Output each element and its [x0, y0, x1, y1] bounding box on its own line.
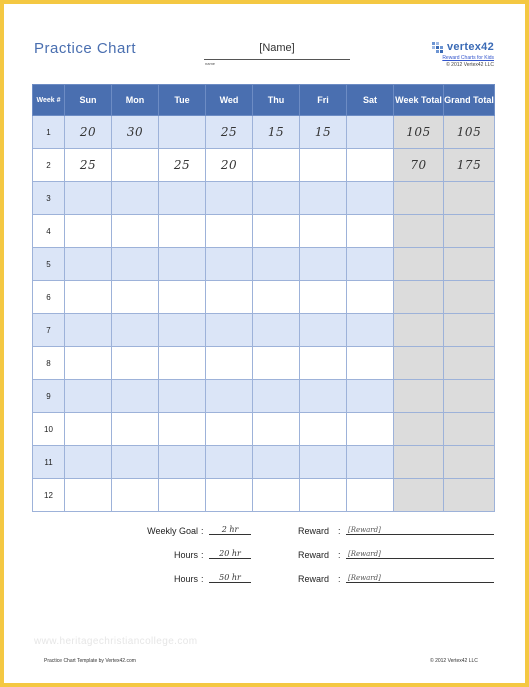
day-cell[interactable] — [65, 314, 112, 347]
week-number-cell: 7 — [33, 314, 65, 347]
day-cell[interactable] — [65, 149, 112, 182]
day-cell[interactable] — [206, 116, 253, 149]
day-cell[interactable] — [253, 380, 300, 413]
name-field[interactable]: [Name] — [259, 42, 295, 54]
watermark: www.heritagechristiancollege.com — [34, 636, 198, 647]
day-cell[interactable] — [253, 446, 300, 479]
hours-label-1: Hours — [173, 550, 198, 560]
total-cell[interactable] — [394, 347, 444, 380]
cell-value: 20 — [220, 158, 238, 172]
day-cell[interactable] — [112, 281, 159, 314]
day-cell[interactable] — [112, 479, 159, 512]
day-cell[interactable] — [206, 380, 253, 413]
total-cell[interactable] — [394, 182, 444, 215]
name-underline — [204, 59, 350, 60]
day-cell[interactable] — [112, 380, 159, 413]
page-title: Practice Chart — [34, 40, 137, 57]
day-cell[interactable] — [347, 149, 394, 182]
total-cell[interactable] — [394, 380, 444, 413]
cell-value: 105 — [456, 125, 482, 139]
table-row — [33, 479, 495, 512]
day-cell[interactable] — [159, 281, 206, 314]
day-cell[interactable] — [253, 314, 300, 347]
day-cell[interactable] — [206, 446, 253, 479]
day-cell[interactable] — [347, 314, 394, 347]
day-cell[interactable] — [112, 413, 159, 446]
day-cell[interactable] — [300, 479, 347, 512]
day-cell[interactable] — [159, 149, 206, 182]
day-cell[interactable] — [112, 182, 159, 215]
day-cell[interactable] — [206, 281, 253, 314]
column-header: Sun — [65, 85, 112, 116]
day-cell[interactable] — [159, 446, 206, 479]
table-body — [33, 116, 495, 512]
hours-value-2[interactable]: 50 hr — [209, 573, 251, 583]
total-cell[interactable] — [394, 413, 444, 446]
day-cell[interactable] — [65, 413, 112, 446]
table-row — [33, 281, 495, 314]
week-number-cell: 2 — [33, 149, 65, 182]
day-cell[interactable] — [300, 182, 347, 215]
week-number-cell: 12 — [33, 479, 65, 512]
day-cell[interactable] — [159, 347, 206, 380]
day-cell[interactable] — [300, 281, 347, 314]
reward-label-1: Reward — [298, 526, 330, 536]
name-caption: name — [205, 61, 216, 66]
cell-value: 25 — [173, 158, 191, 172]
reward-label-3: Reward — [298, 574, 330, 584]
day-cell[interactable] — [347, 116, 394, 149]
day-cell[interactable] — [65, 215, 112, 248]
total-cell[interactable] — [444, 149, 495, 182]
cell-value: 105 — [406, 125, 431, 139]
table-row — [33, 182, 495, 215]
cell-value: 30 — [126, 125, 144, 139]
day-cell[interactable] — [253, 149, 300, 182]
day-cell[interactable] — [65, 380, 112, 413]
day-cell[interactable] — [253, 479, 300, 512]
day-cell[interactable] — [347, 446, 394, 479]
day-cell[interactable] — [206, 314, 253, 347]
column-header: Grand Total — [444, 85, 495, 116]
total-cell[interactable] — [444, 347, 495, 380]
day-cell[interactable] — [300, 215, 347, 248]
day-cell[interactable] — [206, 248, 253, 281]
day-cell[interactable] — [159, 380, 206, 413]
day-cell[interactable] — [112, 116, 159, 149]
week-number-cell: 6 — [33, 281, 65, 314]
total-cell[interactable] — [394, 479, 444, 512]
day-cell[interactable] — [300, 446, 347, 479]
day-cell[interactable] — [206, 347, 253, 380]
day-cell[interactable] — [112, 314, 159, 347]
day-cell[interactable] — [300, 380, 347, 413]
total-cell[interactable] — [444, 413, 495, 446]
day-cell[interactable] — [65, 347, 112, 380]
table-row — [33, 248, 495, 281]
day-cell[interactable] — [347, 380, 394, 413]
cell-value: 15 — [267, 125, 285, 139]
day-cell[interactable] — [65, 479, 112, 512]
day-cell[interactable] — [159, 182, 206, 215]
day-cell[interactable] — [253, 281, 300, 314]
day-cell[interactable] — [300, 149, 347, 182]
table-row — [33, 314, 495, 347]
column-header: Wed — [206, 85, 253, 116]
day-cell[interactable] — [159, 248, 206, 281]
table-row — [33, 116, 495, 149]
vertex42-logo — [414, 41, 494, 68]
cell-value: 175 — [456, 158, 482, 172]
practice-table — [32, 84, 495, 512]
table-row — [33, 413, 495, 446]
total-cell[interactable] — [444, 215, 495, 248]
week-number-cell: 11 — [33, 446, 65, 479]
cell-value: 25 — [220, 125, 238, 139]
day-cell[interactable] — [206, 413, 253, 446]
day-cell[interactable] — [300, 116, 347, 149]
reward-charts-link[interactable]: Reward Charts for Kids — [442, 55, 494, 61]
total-cell[interactable] — [444, 116, 495, 149]
week-number-cell: 5 — [33, 248, 65, 281]
day-cell[interactable] — [65, 248, 112, 281]
cell-value: 70 — [410, 158, 427, 172]
cell-value: 20 — [79, 125, 97, 139]
week-number-cell: 4 — [33, 215, 65, 248]
table-row — [33, 347, 495, 380]
reward-value-2[interactable]: [Reward] — [346, 550, 494, 559]
total-cell[interactable] — [394, 116, 444, 149]
week-number-cell: 8 — [33, 347, 65, 380]
day-cell[interactable] — [159, 479, 206, 512]
total-cell[interactable] — [394, 215, 444, 248]
day-cell[interactable] — [347, 281, 394, 314]
day-cell[interactable] — [253, 182, 300, 215]
day-cell[interactable] — [159, 413, 206, 446]
column-header: Fri — [300, 85, 347, 116]
total-cell[interactable] — [444, 380, 495, 413]
total-cell[interactable] — [444, 281, 495, 314]
day-cell[interactable] — [347, 215, 394, 248]
day-cell[interactable] — [347, 347, 394, 380]
reward-value-1[interactable]: [Reward] — [346, 526, 494, 535]
total-cell[interactable] — [394, 446, 444, 479]
day-cell[interactable] — [112, 248, 159, 281]
total-cell[interactable] — [394, 149, 444, 182]
table-header-row — [33, 85, 495, 116]
day-cell[interactable] — [253, 248, 300, 281]
day-cell[interactable] — [347, 413, 394, 446]
day-cell[interactable] — [65, 116, 112, 149]
day-cell[interactable] — [300, 347, 347, 380]
day-cell[interactable] — [253, 347, 300, 380]
total-cell[interactable] — [444, 182, 495, 215]
total-cell[interactable] — [444, 248, 495, 281]
day-cell[interactable] — [112, 215, 159, 248]
week-number-cell: 3 — [33, 182, 65, 215]
cell-value: 25 — [79, 158, 97, 172]
hours-value-1[interactable]: 20 hr — [209, 549, 251, 559]
footer-right: © 2012 Vertex42 LLC — [430, 658, 478, 664]
day-cell[interactable] — [253, 215, 300, 248]
day-cell[interactable] — [206, 215, 253, 248]
total-cell[interactable] — [394, 248, 444, 281]
day-cell[interactable] — [159, 215, 206, 248]
day-cell[interactable] — [347, 479, 394, 512]
day-cell[interactable] — [206, 182, 253, 215]
table-row — [33, 149, 495, 182]
day-cell[interactable] — [253, 116, 300, 149]
day-cell[interactable] — [206, 149, 253, 182]
cell-value: 15 — [314, 125, 332, 139]
column-header: Thu — [253, 85, 300, 116]
day-cell[interactable] — [65, 281, 112, 314]
weekly-goal-label: Weekly Goal — [147, 526, 198, 536]
week-number-cell: 1 — [33, 116, 65, 149]
column-header: Sat — [347, 85, 394, 116]
logo-copyright: © 2012 Vertex42 LLC — [446, 62, 494, 68]
table-row — [33, 215, 495, 248]
hours-label-2: Hours — [173, 574, 198, 584]
day-cell[interactable] — [65, 446, 112, 479]
day-cell[interactable] — [253, 413, 300, 446]
column-header: Tue — [159, 85, 206, 116]
day-cell[interactable] — [300, 248, 347, 281]
week-number-cell: 9 — [33, 380, 65, 413]
reward-label-2: Reward — [298, 550, 330, 560]
column-header: Mon — [112, 85, 159, 116]
table-row — [33, 380, 495, 413]
day-cell[interactable] — [300, 413, 347, 446]
total-cell[interactable] — [394, 314, 444, 347]
logo-grid-icon — [432, 42, 445, 53]
chart-page: Practice Chart [Name] name vertex42 Reward Charts for Kids © 2012 Vertex42 LLC Week # Sun Mon Tue Wed Thu Fri Sat Week Total Grand Total 1 20 30 25 15 15 105 105 2 25 25 20 70 175 3 4 5 6 7 8 9 10 11 12 Weekly Goal : 2 hr Reward : [Reward] Hours : 20 hr Reward : [Reward] Hours : 50 hr Reward : [Reward] www.heritagechristiancollege.com Practice Chart Template by Vertex42.com © 2012 Vertex42 LLC — [4, 4, 525, 683]
day-cell[interactable] — [112, 347, 159, 380]
footer-left: Practice Chart Template by Vertex42.com — [44, 658, 136, 664]
day-cell[interactable] — [206, 479, 253, 512]
day-cell[interactable] — [65, 182, 112, 215]
day-cell[interactable] — [300, 314, 347, 347]
week-number-cell: 10 — [33, 413, 65, 446]
day-cell[interactable] — [112, 149, 159, 182]
day-cell[interactable] — [347, 182, 394, 215]
column-header: Week # — [33, 85, 65, 116]
column-header: Week Total — [394, 85, 444, 116]
logo-text: vertex42 — [446, 41, 494, 53]
day-cell[interactable] — [112, 446, 159, 479]
weekly-goal-value[interactable]: 2 hr — [209, 525, 251, 535]
reward-value-3[interactable]: [Reward] — [346, 574, 494, 583]
table-row — [33, 446, 495, 479]
day-cell[interactable] — [159, 116, 206, 149]
day-cell[interactable] — [347, 248, 394, 281]
total-cell[interactable] — [394, 281, 444, 314]
total-cell[interactable] — [444, 446, 495, 479]
total-cell[interactable] — [444, 479, 495, 512]
day-cell[interactable] — [159, 314, 206, 347]
total-cell[interactable] — [444, 314, 495, 347]
